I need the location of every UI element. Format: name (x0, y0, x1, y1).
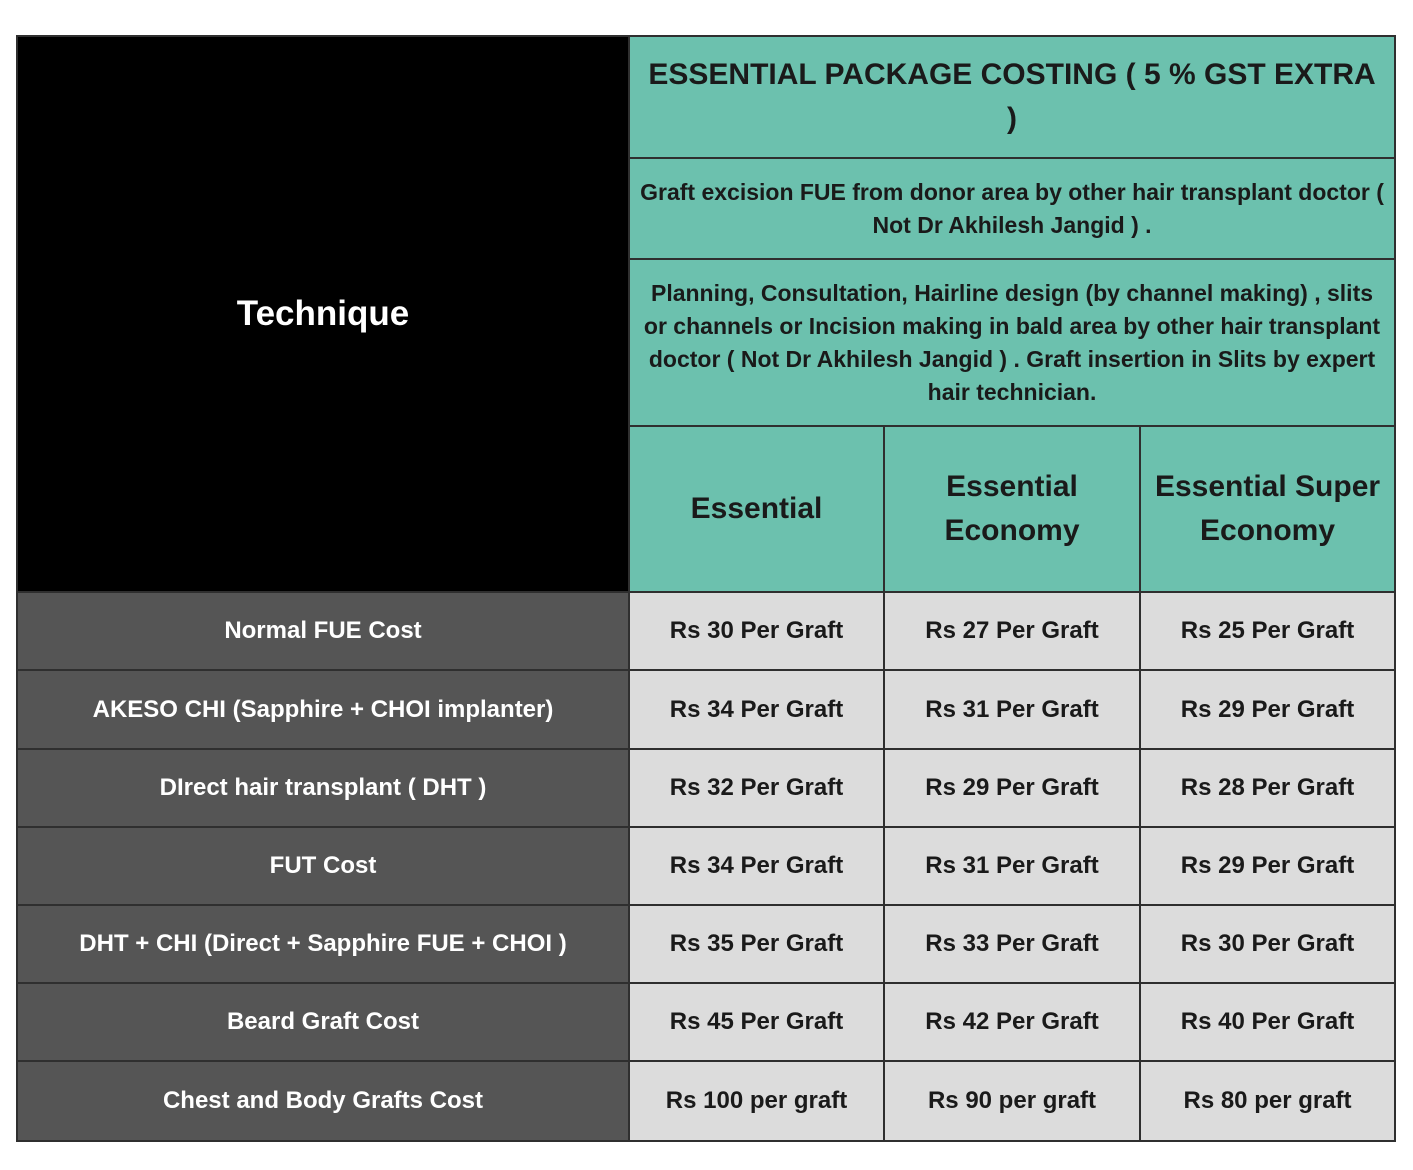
price-cell: Rs 35 Per Graft (629, 905, 884, 983)
price-cell: Rs 33 Per Graft (884, 905, 1140, 983)
price-cell: Rs 30 Per Graft (629, 592, 884, 670)
row-label: FUT Cost (17, 827, 629, 905)
price-cell: Rs 29 Per Graft (884, 749, 1140, 827)
row-label: Chest and Body Grafts Cost (17, 1061, 629, 1141)
package-essential-economy-header: Essential Economy (884, 426, 1140, 592)
technique-header: Technique (17, 36, 629, 592)
table-row (17, 983, 1395, 1061)
table-row (17, 1061, 1395, 1141)
row-label: Normal FUE Cost (17, 592, 629, 670)
price-cell: Rs 30 Per Graft (1140, 905, 1395, 983)
price-cell: Rs 40 Per Graft (1140, 983, 1395, 1061)
price-cell: Rs 29 Per Graft (1140, 670, 1395, 749)
price-cell: Rs 45 Per Graft (629, 983, 884, 1061)
table-row (17, 592, 1395, 670)
package-essential-super-economy-header: Essential Super Economy (1140, 426, 1395, 592)
price-cell: Rs 34 Per Graft (629, 670, 884, 749)
row-label: DHT + CHI (Direct + Sapphire FUE + CHOI ) (17, 905, 629, 983)
price-cell: Rs 90 per graft (884, 1061, 1140, 1141)
price-cell: Rs 42 Per Graft (884, 983, 1140, 1061)
package-title: ESSENTIAL PACKAGE COSTING ( 5 % GST EXTRA ) (629, 36, 1395, 158)
price-cell: Rs 80 per graft (1140, 1061, 1395, 1141)
row-label: Beard Graft Cost (17, 983, 629, 1061)
planning-description: Planning, Consultation, Hairline design (by channel making) , slits or channels or Incision making in bald area by other hair transplant doctor ( Not Dr Akhilesh Jangid ) . Graft insertion in Slits by expert hair technician. (629, 259, 1395, 426)
price-cell: Rs 32 Per Graft (629, 749, 884, 827)
package-essential-header: Essential (629, 426, 884, 592)
table-row (17, 670, 1395, 749)
price-cell: Rs 100 per graft (629, 1061, 884, 1141)
row-label: DIrect hair transplant ( DHT ) (17, 749, 629, 827)
price-cell: Rs 28 Per Graft (1140, 749, 1395, 827)
row-label: AKESO CHI (Sapphire + CHOI implanter) (17, 670, 629, 749)
table-row (17, 905, 1395, 983)
price-cell: Rs 29 Per Graft (1140, 827, 1395, 905)
price-cell: Rs 27 Per Graft (884, 592, 1140, 670)
table-row (17, 827, 1395, 905)
pricing-table (16, 35, 1396, 1142)
fue-excision-description: Graft excision FUE from donor area by other hair transplant doctor ( Not Dr Akhilesh Jangid ) . (629, 158, 1395, 259)
price-cell: Rs 25 Per Graft (1140, 592, 1395, 670)
table-row (17, 749, 1395, 827)
price-cell: Rs 31 Per Graft (884, 670, 1140, 749)
price-cell: Rs 34 Per Graft (629, 827, 884, 905)
price-cell: Rs 31 Per Graft (884, 827, 1140, 905)
title-row (17, 36, 1395, 158)
